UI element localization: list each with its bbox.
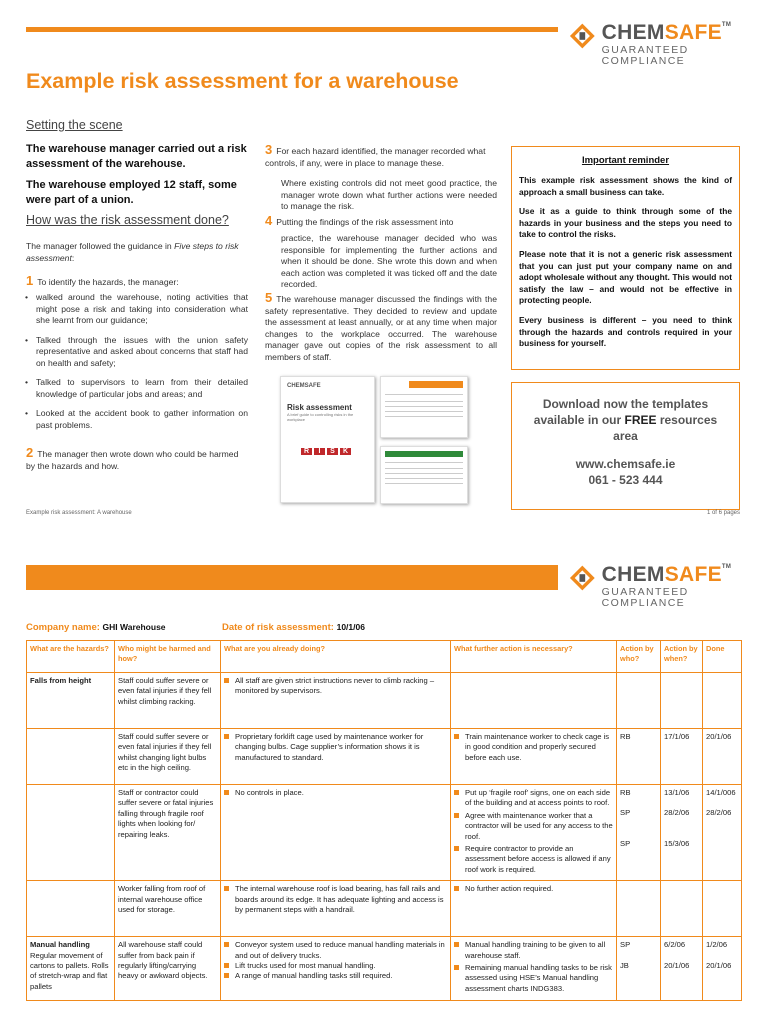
step-3-number: 3 [265,142,273,157]
action-by-when: 6/2/06 [664,940,686,950]
chemsafe-logo [569,22,768,66]
bullet-item: • Looked at the accident book to gather information on past problems. [24,408,248,431]
step-4 [265,215,498,229]
step-3-text: For each hazard identified, the manager recorded what controls, if any, were in place to manage these. [265,146,486,168]
page2-orange-bar [26,565,558,590]
who-cell: Staff could suffer severe or even fatal injuries if they fell whilst climbing racking. [115,673,221,729]
further-item: Require contractor to provide an assessment before access is allowed if any roof work is required. [454,844,613,875]
chemsafe-logo-icon [569,22,596,50]
column-header: What further action is necessary? [451,641,617,673]
column-header: Done [703,641,742,673]
reminder-heading: Important reminder [581,155,670,166]
template-thumbnail-2 [380,446,468,504]
footer-right: 1 of 6 pages [706,510,740,516]
done-date: 1/2/06 [706,940,728,950]
action-by-who: SP [620,839,631,848]
who-cell: Staff or contractor could suffer severe or fatal injuries falling through fragile roof lights when looking for/ repairing leaks. [115,785,221,881]
reminder-paragraph: Use it as a guide to think through some of the hazards in your business and the steps you need to take to control the risks. [519,206,732,240]
phone-number: 061 - 523 444 [588,473,663,487]
intro-italic: Five steps to risk assessment [26,241,239,263]
column-header: What are you already doing? [221,641,451,673]
top-orange-bar [26,27,558,32]
hazard-cell: Manual handling [30,940,90,950]
action-by-when: 15/3/06 [664,839,690,848]
action-by-who: RB [620,788,631,797]
step-5-text: The warehouse manager discussed the findings with the safety representative. They decided to review and update the assessment at least annually, or at any time when major changes to the workplace occurred. The warehouse manager gave out copies of the risk assessment to all members of staff. [265,294,497,362]
assessment-date [222,622,365,633]
action-by-who: JB [620,961,629,971]
download-free: FREE [624,413,657,427]
intro-prefix: The manager followed the guidance in [26,241,175,251]
hazard-detail: Regular movement of cartons to pallets. Rolls of stretch-wrap and flat pallets [30,950,109,991]
important-reminder-box [511,146,740,370]
who-cell: Staff could suffer severe or even fatal injuries if they fell whilst changing light bulbs etc in the high ceiling. [115,729,221,785]
step-5 [265,292,497,363]
who-cell: All warehouse staff could suffer from back pain if regularly lifting/carrying heavy or awkward objects. [115,937,221,1001]
step-1-bullets [24,292,248,431]
table-header-row [27,641,742,673]
step-2-number: 2 [26,445,34,460]
table-row [27,937,742,1001]
step-1-text: To identify the hazards, the manager: [37,277,179,287]
table-row [27,785,742,881]
further-item: Manual handling training to be given to all warehouse staff. [454,940,613,961]
lead-paragraph-2: The warehouse employed 12 staff, some were part of a union. [26,179,237,206]
step-4-text: Putting the findings of the risk assessment into [276,217,454,227]
table-row [27,729,742,785]
download-box[interactable] [511,382,740,510]
column-header: What are the hazards? [27,641,115,673]
logo-tm: TM [721,22,732,28]
risk-assessment-table [26,640,742,1001]
step-3 [265,144,498,169]
column-header: Action by who? [617,641,661,673]
doing-item: The internal warehouse roof is load bearing, has fall rails and boards around its edge. It has adequate lighting and access is by permanent steps with a handrail. [224,884,447,915]
done-date: 20/1/06 [703,729,742,785]
chemsafe-logo-icon [569,564,596,592]
doing-item: Proprietary forklift cage used by maintenance worker for changing bulbs. Cage supplier’s information shows it is manufactured to standard. [224,732,447,763]
reminder-paragraph: Every business is different – you need to think through the hazards and controls required in your business for yourself. [519,314,732,349]
reminder-paragraph: Please note that it is not a generic risk assessment that you can just put your company name on and adopt wholesale without any thought. This would not satisfy the law – and would not be effective in protecting people. [519,248,732,306]
company-name [26,622,166,633]
footer-left: Example risk assessment: A warehouse [26,510,132,516]
further-item: Remaining manual handling tasks to be risk assessed using HSE’s Manual handling assessment charts INDG383. [454,963,613,994]
doing-item: A range of manual handling tasks still required. [224,971,447,981]
done-date: 14/1/006 [706,788,736,797]
doing-item: Lift trucks used for most manual handling. [224,961,447,971]
step-5-number: 5 [265,290,273,305]
risk-blocks [301,448,368,455]
hazard-cell: Falls from height [30,676,92,685]
download-line-2-prefix: available in our [533,413,625,427]
action-by-when: 28/2/06 [664,808,690,817]
action-by-who: SP [620,808,631,817]
action-by-who: RB [617,729,661,785]
step-2 [26,447,248,472]
logo-word-safe: SAFE [664,21,722,44]
who-cell: Worker falling from roof of internal warehouse office used for storage. [115,881,221,937]
guide-thumbnail-cover [280,376,375,503]
logo-word-chem: CHEM [601,563,665,586]
logo-word-safe: SAFE [664,563,722,586]
logo-tagline: GUARANTEED COMPLIANCE [601,44,689,67]
step-4-continued: practice, the warehouse manager decided who was responsible for implementing the further actions and when it should be done. She wrote this down and when each action was completed it was ticked off and the date recorded. [281,233,497,289]
reminder-paragraph: This example risk assessment shows the kind of approach a small business can take. [519,175,732,197]
download-line-1: Download now the templates [542,397,709,411]
company-label: Company name: [26,622,100,633]
website-link[interactable]: www.chemsafe.ie [575,457,676,471]
chemsafe-logo-page2 [569,564,768,608]
bullet-item: • Talked through the issues with the union safety representative and asked about concerns that staff had on health and safety; [24,335,248,370]
column-header: Who might be harmed and how? [115,641,221,673]
template-thumbnail-1 [380,376,468,438]
download-line-2-suffix: resources [656,413,718,427]
risk-letter: R [301,448,312,455]
thumb-title: Risk assessment [287,403,352,412]
doing-item: Conveyor system used to reduce manual handling materials in and out of delivery trucks. [224,940,447,961]
bullet-item: • Talked to supervisors to learn from their detailed knowledge of particular jobs and areas; and [24,377,248,400]
further-item: Agree with maintenance worker that a contractor will be used for any access to the roof. [454,811,613,842]
bullet-item: • walked around the warehouse, noting activities that might pose a risk and taking into consideration what she learnt from our guidance; [24,292,248,327]
how-heading: How was the risk assessment done? [26,213,229,227]
intro-paragraph [26,241,248,264]
step-1-number: 1 [26,273,34,288]
logo-tm: TM [721,564,732,570]
risk-letter: I [314,448,325,455]
table-row [27,673,742,729]
action-by-when: 20/1/06 [664,961,690,971]
action-by-when: 17/1/06 [661,729,703,785]
further-item: Put up ‘fragile roof’ signs, one on each side of the building and at access points to roof. [454,788,613,809]
step-4-number: 4 [265,213,273,228]
table-row [27,881,742,937]
date-value: 10/1/06 [336,622,365,632]
setting-heading: Setting the scene [26,118,123,132]
date-label: Date of risk assessment: [222,622,334,633]
thumb-subtitle: A brief guide to controlling risks in the workplace [287,412,354,422]
thumb-brand: CHEMSAFE [287,383,321,389]
further-item: No further action required. [454,884,613,894]
risk-letter: K [340,448,351,455]
done-date: 28/2/06 [706,808,732,817]
lead-paragraph-1: The warehouse manager carried out a risk assessment of the warehouse. [26,143,247,170]
download-line-3: area [613,429,638,443]
step-3-continued: Where existing controls did not meet good practice, the manager wrote down what further actions were needed to manage the risk. [281,178,497,211]
action-by-when: 13/1/06 [664,788,690,797]
step-2-text: The manager then wrote down who could be harmed by the hazards and how. [26,449,239,471]
doing-item: No controls in place. [224,788,447,798]
action-by-who: SP [620,940,631,950]
done-date: 20/1/06 [706,961,732,971]
risk-letter: S [327,448,338,455]
step-1 [26,275,248,289]
page-title: Example risk assessment for a warehouse [26,69,459,93]
logo-tagline: GUARANTEED COMPLIANCE [601,586,689,609]
intro-suffix: : [71,252,75,263]
company-value: GHI Warehouse [102,622,166,632]
further-item: Train maintenance worker to check cage is in good condition and properly secured before each use. [454,732,613,763]
column-header: Action by when? [661,641,703,673]
logo-word-chem: CHEM [601,21,665,44]
doing-item: All staff are given strict instructions never to climb racking – monitored by supervisors. [224,676,447,697]
